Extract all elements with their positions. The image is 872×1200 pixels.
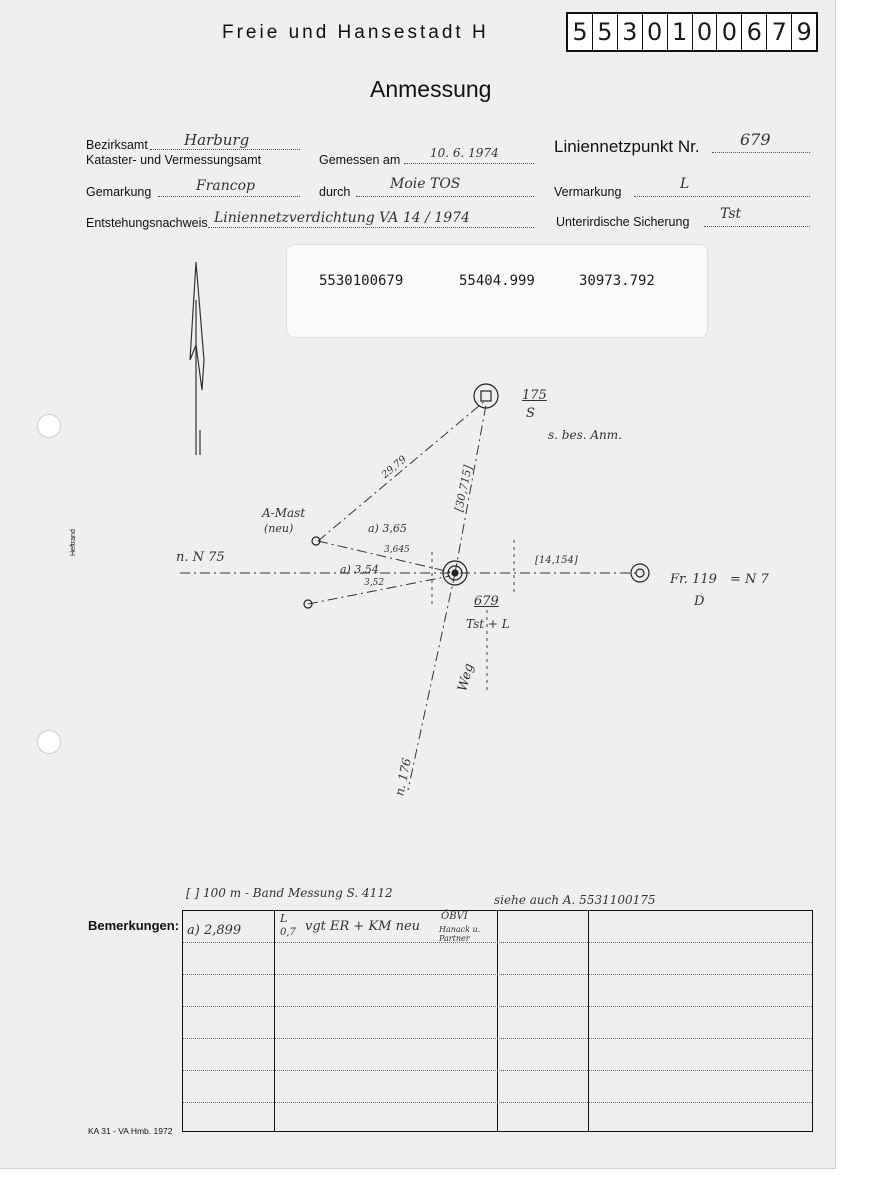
id-digit: 1 <box>668 14 693 50</box>
city-header: Freie und Hansestadt H <box>222 22 489 43</box>
dist-2979: 29,79 <box>379 454 409 481</box>
heftrand-label: Heftrand <box>70 529 77 556</box>
kataster-label: Kataster- und Vermessungsamt <box>86 153 262 167</box>
vermarkung-label: Vermarkung <box>554 185 622 199</box>
note-anm: s. bes. Anm. <box>548 428 622 442</box>
band-note: [ ] 100 m - Band Messung S. 4112 <box>186 886 393 900</box>
dist-a365: a) 3,65 <box>368 522 407 535</box>
weg-label: Weg <box>455 661 478 694</box>
remarks-label: Bemerkungen: <box>88 918 180 933</box>
n176-label: n. 176 <box>392 756 414 798</box>
row-divider <box>183 1102 812 1103</box>
id-digit: 3 <box>618 14 643 50</box>
p679-sub: Tst + L <box>466 617 510 631</box>
row-divider <box>183 942 812 943</box>
durch-value: Moie TOS <box>390 176 461 192</box>
row-divider <box>183 1070 812 1071</box>
amast-sub: (neu) <box>264 522 294 535</box>
id-digit: 5 <box>568 14 593 50</box>
durch-label: durch <box>319 185 351 199</box>
dist-a354: a) 3,54 <box>340 563 379 576</box>
remark-cell-c-mid: Hanack u. <box>439 925 481 934</box>
measure-lines <box>180 400 640 790</box>
remark-cell-c-bottom: Partner <box>439 934 470 943</box>
remark-cell-b-bottom: 0,7 <box>280 927 296 938</box>
id-digit: 0 <box>717 14 742 50</box>
pt175-sub: S <box>526 406 535 421</box>
amast-label: A-Mast <box>262 506 306 520</box>
gemarkung-label: Gemarkung <box>86 185 152 199</box>
id-digit: 5 <box>593 14 618 50</box>
remark-cell-a: a) 2,899 <box>187 923 242 938</box>
id-digit: 9 <box>796 18 812 46</box>
liniennetzpunkt-label: Liniennetzpunkt Nr. <box>554 137 700 156</box>
id-digit: 0 <box>693 14 718 50</box>
remark-cell-c-top: ÖBVI <box>441 911 468 922</box>
page-title: Anmessung <box>370 76 492 102</box>
entstehung-value: Liniennetzverdichtung VA 14 / 1974 <box>214 210 470 226</box>
gemarkung-value: Francop <box>196 178 256 194</box>
dist-352: 3,52 <box>364 578 385 588</box>
id-digit: 0 <box>643 14 668 50</box>
form-footer: KA 31 - VA Hmb. 1972 <box>88 1126 173 1136</box>
remark-cell-b-text: vgt ER + KM neu <box>305 919 421 934</box>
n7-label: = N 7 <box>730 572 769 587</box>
bezirksamt-value: Harburg <box>184 131 250 149</box>
entstehung-label: Entstehungsnachweis <box>86 216 208 230</box>
id-digit: 7 <box>767 14 792 50</box>
point-119-icon <box>631 564 649 582</box>
fr119-sub: D <box>694 594 705 609</box>
row-divider <box>183 1006 812 1007</box>
coord-point-id: 5530100679 <box>319 273 404 289</box>
col-divider <box>274 911 275 1131</box>
col-divider <box>588 911 589 1131</box>
dist-3645: 3,645 <box>384 545 410 555</box>
coord-x: 55404.999 <box>459 273 535 289</box>
p679-label: 679 <box>474 594 499 609</box>
point-175-icon <box>474 384 498 408</box>
remark-cell-b-top: L <box>280 912 288 925</box>
siehe-note: siehe auch A. 5531100175 <box>494 893 656 907</box>
n75-label: n. N 75 <box>176 550 225 565</box>
unterirdisch-value: Tst <box>720 206 742 222</box>
unterirdisch-label: Unterirdische Sicherung <box>556 215 690 229</box>
north-arrow-icon <box>190 262 204 455</box>
col-divider <box>497 911 498 1131</box>
gemessen-label: Gemessen am <box>319 153 401 167</box>
bezirksamt-label: Bezirksamt <box>86 138 148 152</box>
dist-14154: [14,154] <box>535 555 578 566</box>
row-divider <box>183 1038 812 1039</box>
row-divider <box>183 974 812 975</box>
liniennetzpunkt-value: 679 <box>740 130 771 149</box>
fr119-label: Fr. 119 <box>670 572 717 587</box>
vermarkung-value: L <box>680 176 690 192</box>
id-digit: 6 <box>742 14 767 50</box>
coord-y: 30973.792 <box>579 273 655 289</box>
dist-30715: [30,715] <box>452 464 475 513</box>
pt175-label: 175 <box>522 388 547 403</box>
gemessen-value: 10. 6. 1974 <box>430 146 499 160</box>
point-175-square-icon <box>481 391 491 401</box>
remarks-table <box>182 910 813 1132</box>
